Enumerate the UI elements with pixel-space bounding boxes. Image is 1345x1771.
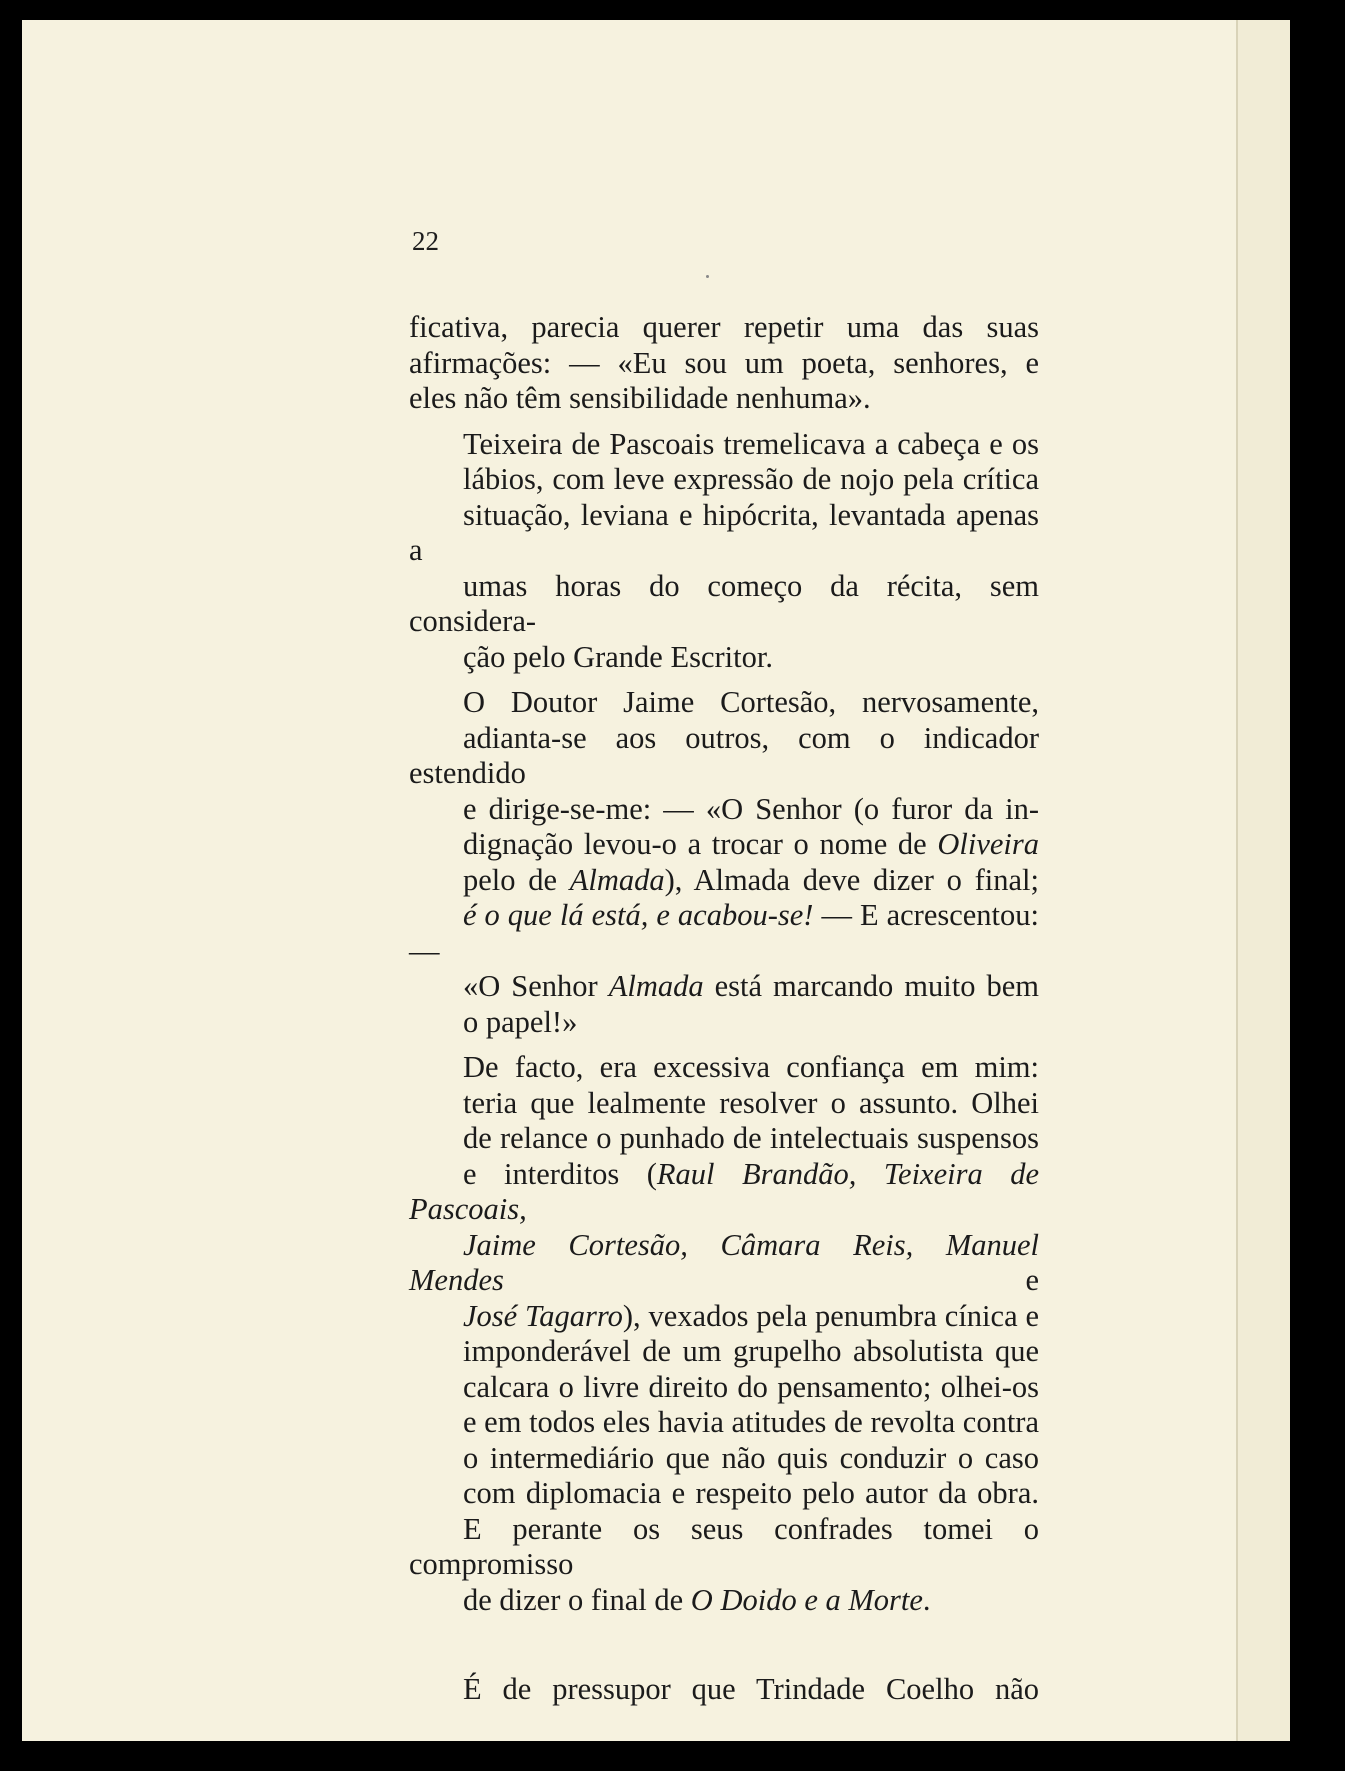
text-run: ), vexados pela penumbra cínica e [622,1298,1040,1333]
paragraph-5 [409,1672,1039,1708]
text-line [409,1299,1039,1335]
page-number: 22 [412,226,439,256]
text-line [409,1583,1039,1619]
italic-name: Oliveira [937,827,1040,861]
text-run: dignação levou-o a trocar o nome de [463,827,927,861]
paragraph-4 [409,1050,1039,1618]
text-line [409,969,1039,1005]
italic-names: Raul Brandão, Teixeira de Pascoais, [409,1156,1040,1226]
paragraph-1 [409,310,1039,417]
text-line: eles não têm sensibilidade nenhuma». [409,381,871,415]
text-line: umas horas do começo da récita, sem considera- [409,568,1039,638]
text-line: O Doutor Jaime Cortesão, nervosamente, [463,685,1039,719]
italic-names: Jaime Cortesão, Câmara Reis, Manuel Mendes [409,1227,1039,1297]
italic-title: O Doido e a Morte [690,1582,923,1617]
text-run: ), Almada deve dizer o final; [664,862,1039,897]
text-line: ficativa, parecia querer repetir uma das suas [409,310,1039,344]
print-mark [706,275,709,278]
text-line: E perante os seus confrades tomei o compromisso [409,1511,1039,1581]
text-line [409,827,1039,863]
italic-name: Almada [608,969,704,1003]
body-text [409,310,1039,1718]
text-line [409,863,1039,899]
text-line: o intermediário que não quis conduzir o caso [463,1440,1039,1475]
text-line: afirmações: — «Eu sou um poeta, senhores, e [409,345,1039,380]
text-run: — E acrescentou: — [409,898,1039,968]
text-line: De facto, era excessiva confiança em mim: [463,1050,1039,1084]
text-line: lábios, com leve expressão de nojo pela crítica [463,462,1039,496]
text-run: de dizer o final de [463,1582,684,1617]
text-line: calcara o livre direito do pensamento; olhei-os [463,1369,1039,1404]
text-line [409,898,1039,969]
text-line [409,1228,1039,1299]
text-run: . [922,1582,931,1617]
text-line [409,1157,1039,1228]
text-run: «O Senhor [463,969,598,1003]
text-line: imponderável de um grupelho absolutista que [463,1334,1039,1368]
italic-name: José Tagarro [463,1298,623,1333]
italic-quote: é o que lá está, e acabou-se! [463,898,814,932]
text-line: ção pelo Grande Escritor. [463,639,773,674]
text-line: situação, leviana e hipócrita, levantada apenas a [409,497,1039,567]
text-run: pelo de [463,862,558,897]
text-line: adianta-se aos outros, com o indicador estendido [409,720,1039,790]
text-line: É de pressupor que Trindade Coelho não [463,1672,1039,1706]
text-line: com diplomacia e respeito pelo autor da obra. [463,1476,1039,1510]
text-line: teria que lealmente resolver o assunto. Olhei [463,1085,1039,1120]
text-run: e interditos ( [463,1156,657,1191]
text-line: de relance o punhado de intelectuais suspensos [463,1121,1039,1155]
italic-name: Almada [569,862,665,897]
paragraph-2 [409,427,1039,676]
page-edge [1236,20,1290,1741]
text-line: e em todos eles havia atitudes de revolta contra [463,1405,1039,1439]
text-line: e dirige-se-me: — «O Senhor (o furor da in- [463,791,1039,826]
book-page [22,20,1290,1741]
text-line: o papel!» [463,1004,578,1039]
paragraph-3 [409,685,1039,1040]
text-run: e [1025,1263,1039,1297]
text-run: está marcando muito bem [714,969,1040,1003]
text-line: Teixeira de Pascoais tremelicava a cabeça e os [463,426,1039,461]
